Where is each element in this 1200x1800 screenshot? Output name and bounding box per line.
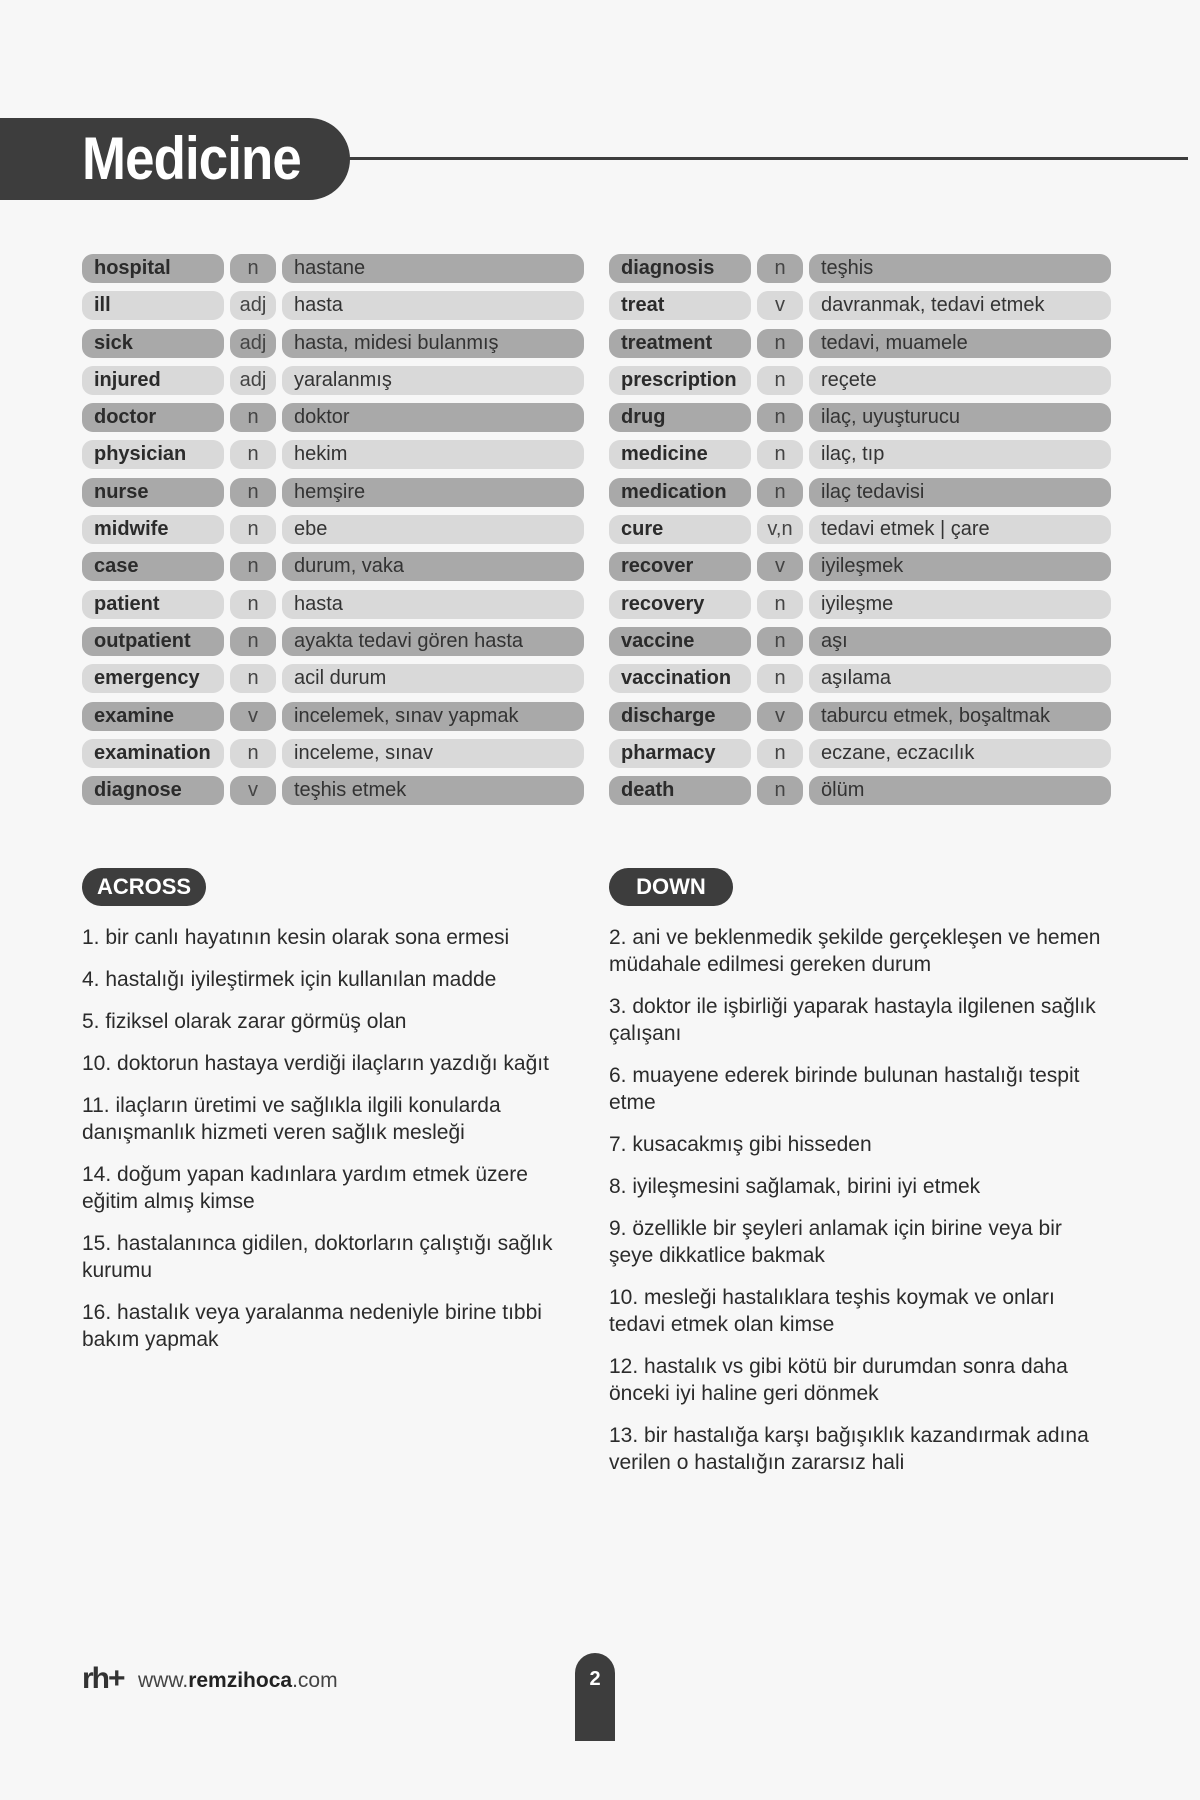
vocab-part-of-speech: n — [757, 478, 803, 507]
across-clue: 5. fiziksel olarak zarar görmüş olan — [82, 1010, 407, 1033]
vocab-row — [82, 739, 584, 768]
vocab-row — [82, 403, 584, 432]
across-clue-list — [82, 924, 582, 1368]
vocab-word: diagnose — [82, 776, 224, 805]
vocab-meaning: hekim — [282, 440, 584, 469]
vocab-part-of-speech: n — [230, 254, 276, 283]
vocab-meaning: hasta — [282, 291, 584, 320]
vocab-row — [82, 776, 584, 805]
vocab-word: vaccine — [609, 627, 751, 656]
vocab-word: doctor — [82, 403, 224, 432]
vocab-word: diagnosis — [609, 254, 751, 283]
vocab-row — [82, 515, 584, 544]
vocab-row — [609, 403, 1111, 432]
vocab-word: recovery — [609, 590, 751, 619]
vocab-row — [82, 329, 584, 358]
vocab-row — [609, 702, 1111, 731]
vocab-word: recover — [609, 552, 751, 581]
vocab-part-of-speech: v — [757, 702, 803, 731]
vocab-row — [609, 440, 1111, 469]
vocab-part-of-speech: n — [757, 366, 803, 395]
vocab-row — [82, 552, 584, 581]
across-clue: 16. hastalık veya yaralanma nedeniyle birine tıbbi bakım yapmak — [82, 1301, 542, 1351]
vocab-part-of-speech: n — [757, 403, 803, 432]
vocab-meaning: inceleme, sınav — [282, 739, 584, 768]
vocab-row — [609, 478, 1111, 507]
vocab-part-of-speech: adj — [230, 366, 276, 395]
vocab-word: cure — [609, 515, 751, 544]
vocab-row — [82, 440, 584, 469]
vocab-part-of-speech: n — [230, 515, 276, 544]
across-clue: 4. hastalığı iyileştirmek için kullanılan madde — [82, 968, 497, 991]
vocab-part-of-speech: v — [230, 702, 276, 731]
down-clue: 10. mesleği hastalıklara teşhis koymak ve onları tedavi etmek olan kimse — [609, 1286, 1055, 1336]
vocab-row — [609, 291, 1111, 320]
across-header: ACROSS — [82, 868, 206, 906]
vocab-part-of-speech: n — [230, 478, 276, 507]
vocab-part-of-speech: n — [757, 664, 803, 693]
vocab-meaning: ilaç, uyuşturucu — [809, 403, 1111, 432]
across-clue: 10. doktorun hastaya verdiği ilaçların yazdığı kağıt — [82, 1052, 549, 1075]
vocab-row — [609, 552, 1111, 581]
vocab-part-of-speech: n — [230, 627, 276, 656]
vocab-meaning: aşılama — [809, 664, 1111, 693]
vocab-meaning: acil durum — [282, 664, 584, 693]
vocab-meaning: yaralanmış — [282, 366, 584, 395]
vocab-meaning: ayakta tedavi gören hasta — [282, 627, 584, 656]
vocab-meaning: ilaç, tıp — [809, 440, 1111, 469]
vocab-word: prescription — [609, 366, 751, 395]
vocab-word: sick — [82, 329, 224, 358]
vocab-meaning: davranmak, tedavi etmek — [809, 291, 1111, 320]
vocab-word: medicine — [609, 440, 751, 469]
vocab-row — [82, 702, 584, 731]
vocab-part-of-speech: adj — [230, 329, 276, 358]
vocab-meaning: teşhis etmek — [282, 776, 584, 805]
page-title: Medicine — [82, 125, 301, 192]
vocab-meaning: ilaç tedavisi — [809, 478, 1111, 507]
across-clue: 1. bir canlı hayatının kesin olarak sona ermesi — [82, 926, 510, 949]
vocab-meaning: ölüm — [809, 776, 1111, 805]
vocab-meaning: iyileşme — [809, 590, 1111, 619]
down-clue: 12. hastalık vs gibi kötü bir durumdan sonra daha önceki iyi haline geri dönmek — [609, 1355, 1068, 1405]
vocab-row — [82, 366, 584, 395]
vocab-row — [609, 776, 1111, 805]
vocab-row — [82, 664, 584, 693]
down-clue: 2. ani ve beklenmedik şekilde gerçekleşen ve hemen müdahale edilmesi gereken durum — [609, 926, 1101, 976]
url-brand: remzihoca — [188, 1669, 293, 1692]
vocab-row — [82, 478, 584, 507]
vocab-word: injured — [82, 366, 224, 395]
vocab-row — [82, 291, 584, 320]
vocab-meaning: eczane, eczacılık — [809, 739, 1111, 768]
vocab-meaning: durum, vaka — [282, 552, 584, 581]
vocab-meaning: teşhis — [809, 254, 1111, 283]
vocab-word: hospital — [82, 254, 224, 283]
vocab-meaning: incelemek, sınav yapmak — [282, 702, 584, 731]
vocab-row — [609, 739, 1111, 768]
vocab-meaning: hastane — [282, 254, 584, 283]
vocab-part-of-speech: n — [230, 664, 276, 693]
website-link[interactable] — [138, 1668, 338, 1694]
vocabulary-table-left — [82, 254, 584, 813]
vocab-word: discharge — [609, 702, 751, 731]
vocab-word: nurse — [82, 478, 224, 507]
vocab-meaning: hasta, midesi bulanmış — [282, 329, 584, 358]
vocab-word: pharmacy — [609, 739, 751, 768]
down-clue: 8. iyileşmesini sağlamak, birini iyi etmek — [609, 1175, 981, 1198]
vocab-part-of-speech: n — [230, 739, 276, 768]
vocab-row — [82, 590, 584, 619]
vocabulary-table-right — [609, 254, 1111, 813]
vocab-word: midwife — [82, 515, 224, 544]
vocab-word: treatment — [609, 329, 751, 358]
vocab-row — [609, 664, 1111, 693]
vocab-word: vaccination — [609, 664, 751, 693]
vocab-row — [609, 366, 1111, 395]
down-clue-list — [609, 924, 1109, 1491]
vocab-part-of-speech: v — [230, 776, 276, 805]
vocab-part-of-speech: n — [230, 552, 276, 581]
down-clue: 6. muayene ederek birinde bulunan hastalığı tespit etme — [609, 1064, 1080, 1114]
vocab-word: emergency — [82, 664, 224, 693]
vocab-word: patient — [82, 590, 224, 619]
page-number: 2 — [575, 1653, 615, 1741]
vocab-word: ill — [82, 291, 224, 320]
vocab-part-of-speech: n — [230, 590, 276, 619]
vocab-row — [609, 627, 1111, 656]
down-clue: 7. kusacakmış gibi hisseden — [609, 1133, 872, 1156]
brand-logo: rh+ — [82, 1662, 124, 1695]
vocab-part-of-speech: n — [757, 627, 803, 656]
vocab-row — [82, 254, 584, 283]
vocab-part-of-speech: n — [757, 440, 803, 469]
vocab-word: treat — [609, 291, 751, 320]
vocab-part-of-speech: v — [757, 552, 803, 581]
vocab-word: outpatient — [82, 627, 224, 656]
vocab-word: examine — [82, 702, 224, 731]
url-suffix: .com — [292, 1669, 338, 1692]
vocab-part-of-speech: n — [230, 440, 276, 469]
vocab-word: examination — [82, 739, 224, 768]
vocab-row — [82, 627, 584, 656]
vocab-meaning: reçete — [809, 366, 1111, 395]
vocab-meaning: hasta — [282, 590, 584, 619]
vocab-word: physician — [82, 440, 224, 469]
vocab-row — [609, 515, 1111, 544]
vocab-row — [609, 254, 1111, 283]
url-prefix: www. — [138, 1669, 189, 1692]
vocab-word: medication — [609, 478, 751, 507]
across-clue: 11. ilaçların üretimi ve sağlıkla ilgili konularda danışmanlık hizmeti veren sağlık mesleği — [82, 1094, 501, 1144]
vocab-word: case — [82, 552, 224, 581]
vocab-meaning: hemşire — [282, 478, 584, 507]
vocab-meaning: tedavi etmek | çare — [809, 515, 1111, 544]
vocab-row — [609, 590, 1111, 619]
vocab-meaning: aşı — [809, 627, 1111, 656]
vocab-part-of-speech: v — [757, 291, 803, 320]
down-header: DOWN — [609, 868, 733, 906]
vocab-part-of-speech: adj — [230, 291, 276, 320]
vocab-part-of-speech: n — [757, 776, 803, 805]
down-clue: 9. özellikle bir şeyleri anlamak için birine veya bir şeye dikkatlice bakmak — [609, 1217, 1062, 1267]
vocab-meaning: taburcu etmek, boşaltmak — [809, 702, 1111, 731]
title-rule — [348, 157, 1188, 160]
vocab-meaning: ebe — [282, 515, 584, 544]
vocab-word: drug — [609, 403, 751, 432]
across-clue: 15. hastalanınca gidilen, doktorların çalıştığı sağlık kurumu — [82, 1232, 553, 1282]
down-clue: 3. doktor ile işbirliği yaparak hastayla ilgilenen sağlık çalışanı — [609, 995, 1096, 1045]
vocab-meaning: iyileşmek — [809, 552, 1111, 581]
down-clue: 13. bir hastalığa karşı bağışıklık kazandırmak adına verilen o hastalığın zararsız hali — [609, 1424, 1089, 1474]
vocab-part-of-speech: n — [230, 403, 276, 432]
vocab-row — [609, 329, 1111, 358]
vocab-part-of-speech: n — [757, 329, 803, 358]
vocab-meaning: tedavi, muamele — [809, 329, 1111, 358]
vocab-meaning: doktor — [282, 403, 584, 432]
vocab-word: death — [609, 776, 751, 805]
vocab-part-of-speech: v,n — [757, 515, 803, 544]
across-clue: 14. doğum yapan kadınlara yardım etmek üzere eğitim almış kimse — [82, 1163, 528, 1213]
vocab-part-of-speech: n — [757, 254, 803, 283]
vocab-part-of-speech: n — [757, 739, 803, 768]
vocab-part-of-speech: n — [757, 590, 803, 619]
